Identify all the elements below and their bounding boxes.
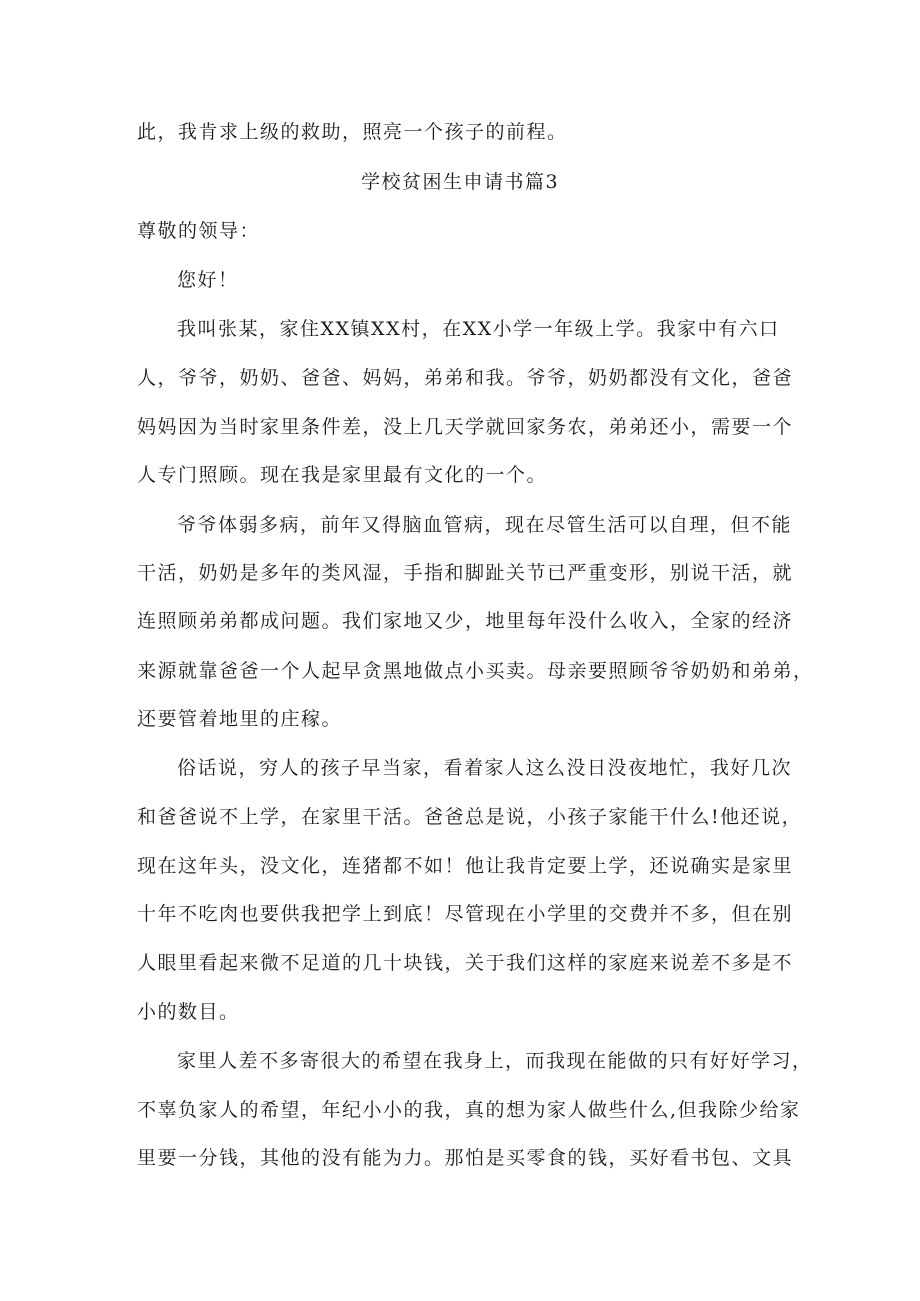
paragraph-line: 不辜负家人的希望，年纪小小的我，真的想为家人做些什么,但我除少给家 (137, 1099, 801, 1121)
paragraph-line: 人，爷爷，奶奶、爸爸、妈妈，弟弟和我。爷爷，奶奶都没有文化，爸爸 (137, 367, 794, 389)
paragraph-line: 家里人差不多寄很大的希望在我身上，而我现在能做的只有好好学习， (177, 1050, 813, 1072)
paragraph-line: 人专门照顾。现在我是家里最有文化的一个。 (137, 464, 548, 486)
paragraph-line: 此，我肯求上级的救助，照亮一个孩子的前程。 (137, 121, 568, 143)
paragraph-line: 小的数目。 (137, 1001, 240, 1023)
paragraph-line: 现在这年头，没文化，连猪都不如！他让我肯定要上学，还说确实是家里 (137, 855, 794, 877)
section-title: 学校贫困生申请书篇3 (360, 171, 560, 193)
paragraph-line: 爷爷体弱多病，前年又得脑血管病，现在尽管生活可以自理，但不能 (177, 514, 793, 536)
paragraph-line: 来源就靠爸爸一个人起早贪黑地做点小买卖。母亲要照顾爷爷奶奶和弟弟， (137, 660, 814, 682)
salutation: 尊敬的领导： (137, 220, 261, 242)
paragraph-line: 连照顾弟弟都成问题。我们家地又少，地里每年没什么收入，全家的经济 (137, 610, 794, 632)
paragraph-line: 十年不吃肉也要供我把学上到底！尽管现在小学里的交费并不多，但在别 (137, 903, 794, 925)
paragraph-line: 和爸爸说不上学，在家里干活。爸爸总是说，小孩子家能干什么!他还说， (137, 806, 803, 828)
paragraph-line: 我叫张某，家住XX镇XX村，在XX小学一年级上学。我家中有六口 (177, 318, 780, 340)
paragraph-line: 还要管着地里的庄稼。 (137, 708, 343, 730)
greeting: 您好！ (177, 269, 239, 291)
paragraph-line: 干活，奶奶是多年的类风湿，手指和脚趾关节已严重变形，别说干活，就 (137, 562, 794, 584)
paragraph-line: 俗话说，穷人的孩子早当家，看着家人这么没日没夜地忙，我好几次 (177, 757, 793, 779)
paragraph-line: 妈妈因为当时家里条件差，没上几天学就回家务农，弟弟还小，需要一个 (137, 416, 794, 438)
paragraph-line: 里要一分钱，其他的没有能为力。那怕是买零食的钱，买好看书包、文具 (137, 1147, 794, 1169)
paragraph-line: 人眼里看起来微不足道的几十块钱，关于我们这样的家庭来说差不多是不 (137, 952, 794, 974)
